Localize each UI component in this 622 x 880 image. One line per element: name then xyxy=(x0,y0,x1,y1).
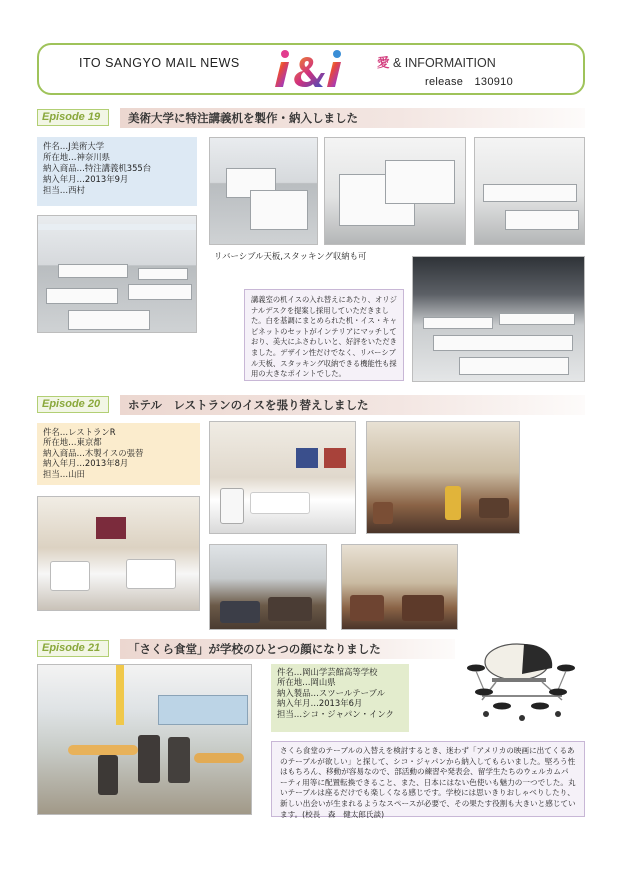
info-line: 件名…レストランR xyxy=(43,427,116,437)
info-line: 担当…山田 xyxy=(43,468,85,479)
episode-21-title: 「さくら食堂」が学校のひとつの顔になりました xyxy=(120,639,455,659)
info-line: 納入製品…スツールテーブル xyxy=(277,687,385,698)
header-frame xyxy=(37,43,585,95)
episode-19-description: 講義室の机イスの入れ替えにあたり、オリジナルデスクを提案し採用していただきました。白を基調にまとめられた机・イス・キャビネットのセットがインテリアにマッチしており、美大にふさわしいと、好評をいただきました。デザイン性だけでなく、リバーシブル天板、スタッキング収納できる機能性も採用の大きなポイントでした。 xyxy=(244,289,404,381)
cafeteria-students-photo xyxy=(37,664,252,815)
info-line: 担当…シコ・ジャパン・インク xyxy=(277,708,394,719)
info-line: 納入年月…2013年9月 xyxy=(43,174,129,184)
ai-kanji: 愛 xyxy=(377,56,390,70)
episode-21-tag: Episode 21 xyxy=(37,640,109,657)
info-line: 所在地…東京都 xyxy=(43,437,102,448)
episode-20-tag: Episode 20 xyxy=(37,396,109,413)
episode-19-tag: Episode 19 xyxy=(37,109,109,126)
i-and-i-logo xyxy=(263,47,353,91)
info-line: 所在地…神奈川県 xyxy=(43,152,110,162)
info-line: 担当…西村 xyxy=(43,185,85,195)
dining-room-photo xyxy=(37,496,200,611)
info-line: 納入商品…特注講義机355台 xyxy=(43,163,152,173)
release-number: release 130910 xyxy=(425,76,513,88)
restaurant-table-photo xyxy=(209,421,356,534)
info-line: 所在地…岡山県 xyxy=(277,677,336,688)
info-line: 納入商品…木製イスの張替 xyxy=(43,447,144,458)
lounge-chairs-photo xyxy=(341,544,458,630)
episode-20-info xyxy=(37,423,200,485)
reversible-caption: リバーシブル天板,スタッキング収納も可 xyxy=(214,251,367,261)
info-line: 納入年月…2013年8月 xyxy=(43,458,129,469)
lecture-hall-photo xyxy=(412,256,585,382)
episode-20-title: ホテル レストランのイスを張り替えしました xyxy=(120,395,585,415)
info-line: 件名…岡山学芸館高等学校 xyxy=(277,667,378,677)
episode-19-title: 美術大学に特注講義机を製作・納入しました xyxy=(120,108,585,128)
info-line: 件名…J美術大学 xyxy=(43,141,105,151)
info-line: 納入年月…2013年6月 xyxy=(277,698,363,709)
episode-21-description: さくら食堂のテーブルの入替えを検討するとき、迷わず「アメリカの映画に出てくるあのテーブルが欲しい」と探して、シコ・ジャパンから納入してもらいました。堅ろう性はもちろん、移動が容易なので、部活動の練習や発表会、留学生たちのウェルカムパーティ用等に配置転換できること、また、日本にはない色使いも魅力の一つでした。丸いテーブルは座るだけでも楽しくなる感じです。学校には思いきりおしゃべりしたり、新しい出会いが生まれるようなスペースが必要で、その果たす役割も大きいと感じています。(校長 森 健太郎氏談) xyxy=(271,741,585,817)
stool-table-illustration xyxy=(462,634,585,732)
episode-21-info xyxy=(271,664,409,732)
info-heading xyxy=(377,53,496,71)
stacked-desks-photo xyxy=(324,137,466,245)
lounge-sofa-photo xyxy=(209,544,327,630)
lecture-room-photo xyxy=(37,215,197,333)
desk-row-photo xyxy=(474,137,585,245)
desk-closeup-photo xyxy=(209,137,318,245)
info-heading-text: & INFORMAITION xyxy=(393,56,496,70)
hotel-lounge-photo xyxy=(366,421,520,534)
episode-19-info xyxy=(37,137,197,206)
newsletter-title: ITO SANGYO MAIL NEWS xyxy=(79,56,240,70)
